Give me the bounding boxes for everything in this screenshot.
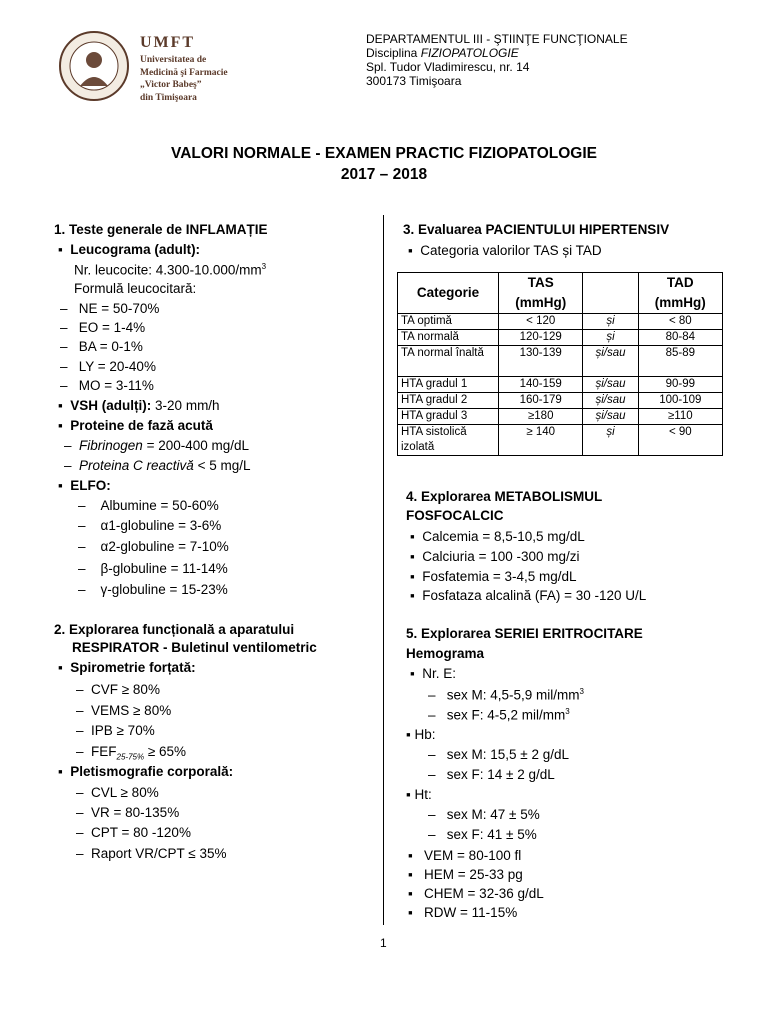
section4-title-line2: FOSFOCALCIC (406, 508, 504, 523)
list-item: ▪ VEM = 80-100 fl (408, 848, 522, 863)
table-header-cell (583, 273, 638, 314)
elfo-heading: ▪ ELFO: (58, 478, 111, 493)
table-row: HTA gradul 1 140-159 și/sau 90-99 (398, 377, 723, 393)
list-item: – CVL ≥ 80% (76, 785, 159, 800)
table-row: HTA sistolică izolată ≥ 140 și < 90 (398, 425, 723, 456)
list-item: – MO = 3-11% (60, 378, 154, 393)
umft-logo-text: UMFT (140, 34, 196, 51)
list-item: – Raport VR/CPT ≤ 35% (76, 846, 227, 861)
list-item: – sex F: 14 ± 2 g/dL (428, 767, 555, 782)
list-item: ▪ HEM = 25-33 pg (408, 867, 523, 882)
table-row: TA optimă < 120 și < 80 (398, 314, 723, 330)
column-divider (383, 215, 384, 925)
list-item: – sex M: 15,5 ± 2 g/dL (428, 747, 569, 762)
list-item: ▪ Calciuria = 100 -300 mg/zi (410, 549, 580, 564)
section5-title: 5. Explorarea SERIEI ERITROCITARE (406, 626, 643, 641)
list-item: ▪ Hb: (406, 727, 436, 742)
list-item: – Fibrinogen = 200-400 mg/dL (64, 438, 250, 453)
page-title: VALORI NORMALE - EXAMEN PRACTIC FIZIOPATOLOGIE (171, 145, 597, 162)
categoria-label: ▪ Categoria valorilor TAS și TAD (408, 243, 602, 258)
vsh: ▪ VSH (adulți): 3-20 mm/h (58, 398, 220, 413)
proteine-heading: ▪ Proteine de fază acută (58, 418, 213, 433)
list-item: – NE = 50-70% (60, 301, 160, 316)
table-header-row (398, 273, 723, 314)
nr-leucocite: Nr. leucocite: $4.300-10.000/mm^3$ (74, 262, 267, 278)
section4-title: 4. Explorarea METABOLISMUL (406, 489, 603, 504)
table-header-cell: TAS (mmHg) (499, 273, 583, 314)
table-header-cell: Categorie (398, 273, 499, 314)
table-row: TA normal înaltă 130-139 și/sau 85-89 (398, 346, 723, 377)
spirometrie-heading: ▪ Spirometrie forțată: (58, 660, 196, 675)
list-item: – CPT = 80 -120% (76, 825, 191, 840)
table-row: TA normală 120-129 și 80-84 (398, 330, 723, 346)
list-item: – $FEF_{25-75\%} \ge 65\%$ (76, 744, 187, 762)
hypertension-table (397, 272, 723, 456)
list-item: – sex F: 4-5,2 mil/$mm^3$ (428, 707, 570, 723)
list-item: – sex F: 41 ± 5% (428, 827, 537, 842)
list-item: – β-globuline = 11-14% (78, 561, 228, 576)
list-item: – BA = 0-1% (60, 339, 143, 354)
list-item: ▪ Calcemia = 8,5-10,5 mg/dL (410, 529, 585, 544)
table-row: HTA gradul 3 ≥180 și/sau ≥110 (398, 409, 723, 425)
list-item: – sex M: 4,5-5,9 mil/$mm^3$ (428, 687, 584, 703)
section2-title: 2. Explorarea funcțională a aparatului (54, 622, 295, 637)
list-item: – VEMS ≥ 80% (76, 703, 172, 718)
university-seal-icon (58, 30, 130, 102)
list-item: ▪ Nr. E: (410, 666, 457, 681)
table-header-cell: TAD (mmHg) (638, 273, 722, 314)
section3-title: 3. Evaluarea PACIENTULUI HIPERTENSIV (403, 222, 670, 237)
list-item: – EO = 1-4% (60, 320, 146, 335)
table-row: HTA gradul 2 160-179 și/sau 100-109 (398, 393, 723, 409)
list-item: – α2-globuline = 7-10% (78, 539, 229, 554)
pletismografie-heading: ▪ Pletismografie corporală: (58, 764, 234, 779)
list-item: ▪ Ht: (406, 787, 432, 802)
formula-leucocitara: Formulă leucocitară: (74, 281, 197, 296)
section2-title-line2: RESPIRATOR - Buletinul ventilometric (72, 640, 317, 655)
list-item: ▪ RDW = 11-15% (408, 905, 518, 920)
hemograma-heading: Hemograma (406, 646, 485, 661)
list-item: – VR = 80-135% (76, 805, 180, 820)
list-item: ▪ Fosfataza alcalină (FA) = 30 -120 U/L (410, 588, 647, 603)
list-item: – Albumine = 50-60% (78, 498, 219, 513)
page-number: 1 (380, 936, 387, 950)
page-subtitle-years: 2017 – 2018 (340, 166, 428, 183)
list-item: ▪ CHEM = 32-36 g/dL (408, 886, 544, 901)
list-item: – α1-globuline = 3-6% (78, 518, 222, 533)
leucograma-heading: ▪ Leucograma (adult): (58, 242, 201, 257)
department-header: DEPARTAMENTUL III - ŞTIINŢE FUNCŢIONALE Disciplina FIZIOPATOLOGIE Spl. Tudor Vladimirescu, nr. 14 300173 Timişoara (366, 32, 628, 88)
list-item: – sex M: 47 ± 5% (428, 807, 540, 822)
list-item: – CVF ≥ 80% (76, 682, 160, 697)
university-name: Universitatea de Medicină şi Farmacie „Victor Babeş” din Timişoara (140, 55, 228, 103)
list-item: – Proteina C reactivă < 5 mg/L (64, 458, 251, 473)
university-logo (58, 30, 238, 110)
list-item: – LY = 20-40% (60, 359, 156, 374)
list-item: ▪ Fosfatemia = 3-4,5 mg/dL (410, 569, 577, 584)
list-item: – γ-globuline = 15-23% (78, 582, 228, 597)
list-item: – IPB ≥ 70% (76, 723, 155, 738)
section1-title: 1. Teste generale de INFLAMAȚIE (54, 222, 268, 237)
